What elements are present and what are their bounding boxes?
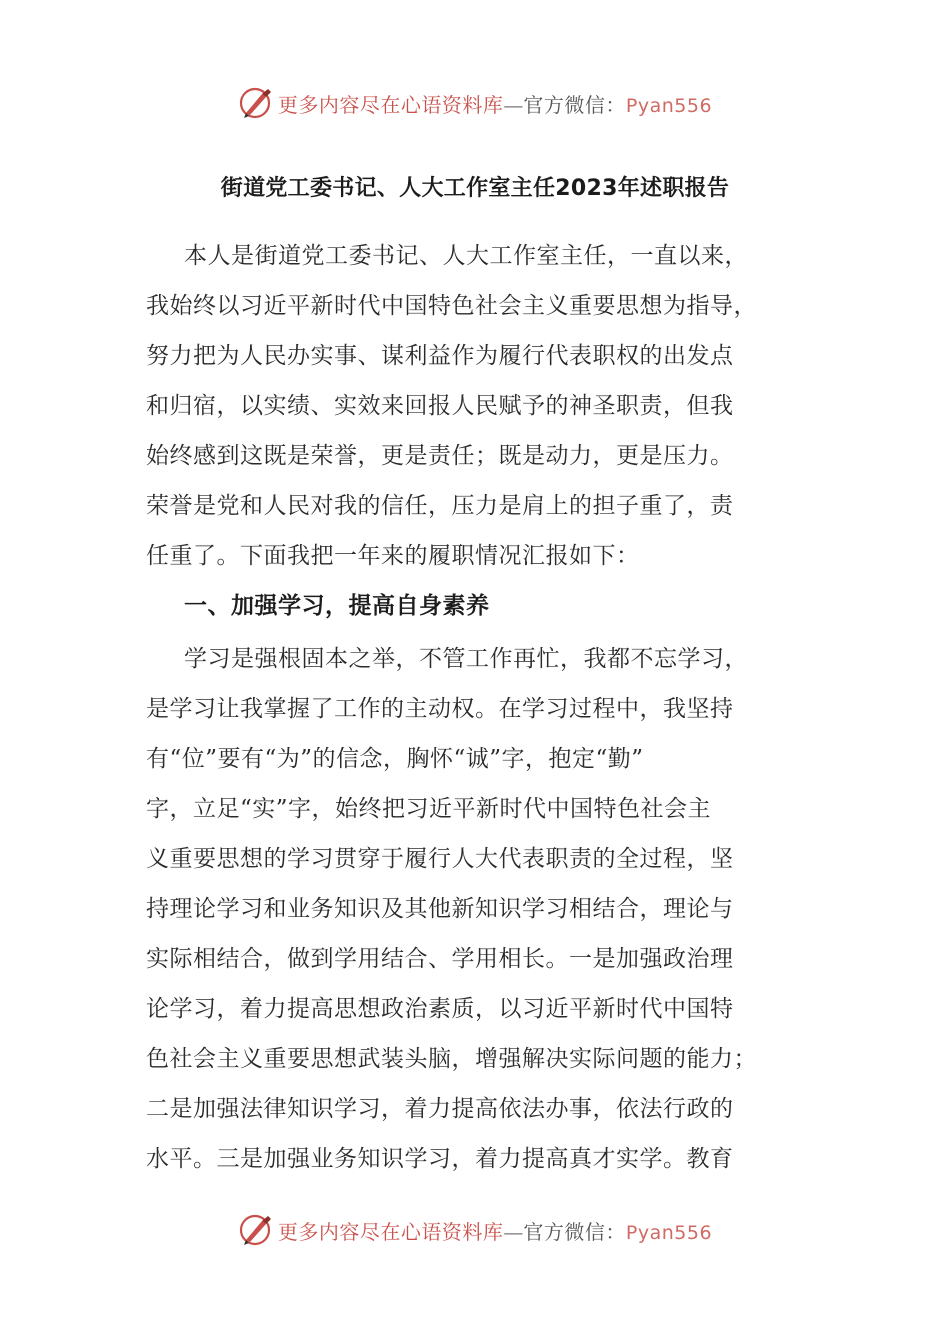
paragraph-line: 色社会主义重要思想武装头脑，增强解决实际问题的能力； [146, 1046, 757, 1072]
watermark-banner-bottom [0, 1210, 950, 1250]
paragraph-line: 持理论学习和业务知识及其他新知识学习相结合，理论与 [146, 896, 734, 922]
pen-logo-icon [238, 85, 274, 121]
paragraph-line: 二是加强法律知识学习，着力提高依法办事，依法行政的 [146, 1096, 734, 1122]
paragraph-line: 本人是街道党工委书记、人大工作室主任，一直以来， [184, 243, 748, 269]
paragraph-line: 有“位”要有“为”的信念，胸怀“诚”字，抱定“勤” [146, 746, 644, 772]
watermark-text: 更多内容尽在心语资料库—官方微信：Pyan556 [277, 1219, 713, 1244]
document-title: 街道党工委书记、人大工作室主任2023年述职报告 [220, 176, 730, 201]
paragraph-line: 荣誉是党和人民对我的信任，压力是肩上的担子重了，责 [146, 493, 734, 519]
paragraph-line: 我始终以习近平新时代中国特色社会主义重要思想为指导， [146, 293, 757, 319]
pen-logo-icon [238, 1212, 274, 1248]
watermark-banner-top [0, 83, 950, 123]
paragraph-line: 实际相结合，做到学用结合、学用相长。一是加强政治理 [146, 946, 734, 972]
paragraph-line: 学习是强根固本之举，不管工作再忙，我都不忘学习， [184, 646, 748, 672]
section-heading: 一、加强学习，提高自身素养 [184, 593, 490, 619]
paragraph-line: 努力把为人民办实事、谋利益作为履行代表职权的出发点 [146, 343, 734, 369]
paragraph-line: 和归宿，以实绩、实效来回报人民赋予的神圣职责，但我 [146, 393, 734, 419]
watermark-text: 更多内容尽在心语资料库—官方微信：Pyan556 [277, 92, 713, 117]
paragraph-line: 任重了。下面我把一年来的履职情况汇报如下： [146, 543, 640, 569]
paragraph-line: 是学习让我掌握了工作的主动权。在学习过程中，我坚持 [146, 696, 734, 722]
paragraph-line: 论学习，着力提高思想政治素质，以习近平新时代中国特 [146, 996, 734, 1022]
paragraph-line: 义重要思想的学习贯穿于履行人大代表职责的全过程，坚 [146, 846, 734, 872]
paragraph-line: 始终感到这既是荣誉，更是责任；既是动力，更是压力。 [146, 443, 734, 469]
paragraph-line: 字，立足“实”字，始终把习近平新时代中国特色社会主 [146, 796, 712, 822]
paragraph-line: 水平。三是加强业务知识学习，着力提高真才实学。教育 [146, 1146, 734, 1172]
